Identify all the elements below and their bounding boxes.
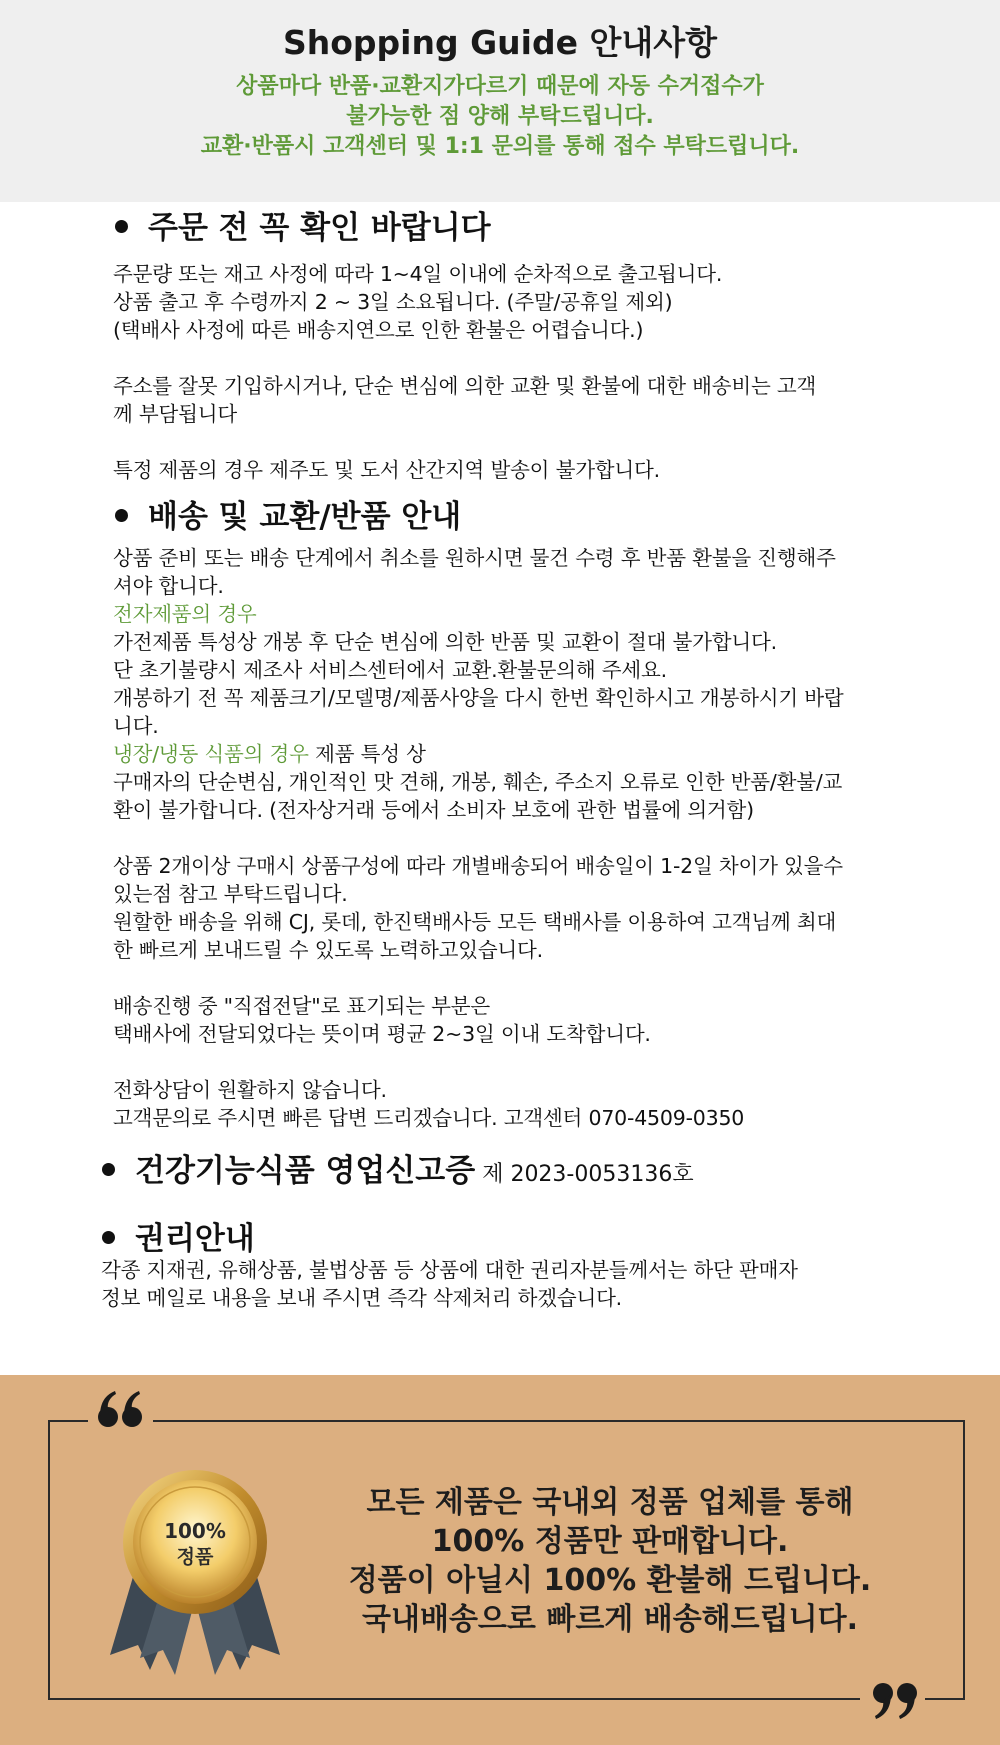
order-section-title: 주문 전 꼭 확인 바랍니다 [115, 207, 491, 249]
bullet-icon [115, 509, 128, 522]
close-quote-icon [868, 1675, 920, 1727]
frozen-food-suffix: 제품 특성 상 [308, 742, 426, 766]
frame-line [153, 1420, 963, 1422]
promo-line: 국내배송으로 빠르게 배송해드립니다. [362, 1602, 858, 1637]
text-line: 단 초기불량시 제조사 서비스센터에서 교환.환불문의해 주세요. [113, 658, 667, 682]
notice-line: 상품마다 반품·교환지가다르기 때문에 자동 수거접수가 [236, 74, 764, 99]
shopping-guide-header [0, 0, 1000, 202]
text-line: 주소를 잘못 기입하시거나, 단순 변심에 의한 교환 및 환불에 대한 배송비는 고객 [113, 374, 817, 398]
license-section-title: 건강기능식품 영업신고증 제 2023-0053136호 [102, 1150, 694, 1196]
text-line: 정보 메일로 내용을 보내 주시면 즉각 삭제처리 하겠습니다. [101, 1286, 623, 1310]
frame-line [48, 1420, 88, 1422]
text-line: 각종 지재권, 유해상품, 불법상품 등 상품에 대한 권리자분들께서는 하단 판매자 [101, 1258, 798, 1282]
text-line: 있는점 참고 부탁드립니다. [113, 882, 348, 906]
bullet-icon [102, 1231, 115, 1244]
frame-line [48, 1420, 50, 1698]
text-line: 환이 불가합니다. (전자상거래 등에서 소비자 보호에 관한 법률에 의거함) [113, 798, 754, 822]
bullet-icon [102, 1163, 115, 1176]
license-number: 제 2023-0053136호 [475, 1162, 694, 1187]
badge-percent-text: 100% [164, 1519, 226, 1543]
text-line: 한 빠르게 보내드릴 수 있도록 노력하고있습니다. [113, 938, 543, 962]
frame-line [963, 1420, 965, 1698]
promo-line: 모든 제품은 국내외 정품 업체를 통해 [366, 1485, 854, 1520]
text-line: 구매자의 단순변심, 개인적인 맛 견해, 개봉, 훼손, 주소지 오류로 인한 반품/환불/교 [113, 770, 843, 794]
badge-label-text: 정품 [176, 1546, 214, 1568]
text-line: 상품 출고 후 수령까지 2 ~ 3일 소요됩니다. (주말/공휴일 제외) [113, 290, 673, 314]
order-section-body [113, 260, 816, 484]
frame-line [48, 1698, 860, 1700]
customer-center-line: 고객문의로 주시면 빠른 답변 드리겠습니다. 고객센터 070-4509-0350 [113, 1106, 745, 1130]
promo-line: 100% 정품만 판매합니다. [431, 1524, 789, 1559]
frozen-food-heading [113, 740, 843, 768]
notice-line: 교환·반품시 고객센터 및 1:1 문의를 통해 접수 부탁드립니다. [200, 134, 800, 159]
text-line: 께 부담됩니다 [113, 402, 237, 426]
bullet-icon [115, 220, 128, 233]
text-line: 배송진행 중 "직접전달"로 표기되는 부분은 [113, 994, 490, 1018]
authentic-product-banner [0, 1375, 1000, 1745]
text-line: 셔야 합니다. [113, 574, 224, 598]
notice-line: 불가능한 점 양해 부탁드립니다. [346, 104, 654, 129]
text-line: 개봉하기 전 꼭 제품크기/모델명/제품사양을 다시 한번 확인하시고 개봉하시기 바랍 [113, 686, 844, 710]
text-line: 상품 2개이상 구매시 상품구성에 따라 개별배송되어 배송일이 1-2일 차이가 있을수 [113, 854, 843, 878]
frame-line [925, 1698, 965, 1700]
text-line: 니다. [113, 714, 159, 738]
text-line: 택배사에 전달되었다는 뜻이며 평균 2~3일 이내 도착합니다. [113, 1022, 651, 1046]
return-notice [0, 72, 1000, 162]
text-line: 원할한 배송을 위해 CJ, 롯데, 한진택배사등 모든 택배사를 이용하여 고객님께 최대 [113, 910, 837, 934]
frozen-food-label: 냉장/냉동 식품의 경우 [113, 742, 309, 766]
text-line: 특정 제품의 경우 제주도 및 도서 산간지역 발송이 불가합니다. [113, 458, 660, 482]
open-quote-icon [95, 1383, 147, 1435]
authentic-badge-icon [105, 1450, 285, 1680]
text-line: 상품 준비 또는 배송 단계에서 취소를 원하시면 물건 수령 후 반품 환불을 진행해주 [113, 546, 836, 570]
rights-section-body [101, 1256, 798, 1312]
text-line: 주문량 또는 재고 사정에 따라 1~4일 이내에 순차적으로 출고됩니다. [113, 262, 723, 286]
text-line: 가전제품 특성상 개봉 후 단순 변심에 의한 반품 및 교환이 절대 불가합니다. [113, 630, 777, 654]
text-line: 전화상담이 원활하지 않습니다. [113, 1078, 387, 1102]
promo-message [280, 1483, 940, 1639]
page-title: Shopping Guide 안내사항 [283, 23, 717, 62]
rights-section-title: 권리안내 [102, 1218, 255, 1260]
shipping-section-body [113, 544, 843, 1132]
promo-line: 정품이 아닐시 100% 환불해 드립니다. [348, 1563, 872, 1598]
text-line: (택배사 사정에 따른 배송지연으로 인한 환불은 어렵습니다.) [113, 318, 644, 342]
electronics-label: 전자제품의 경우 [113, 602, 257, 626]
shipping-section-title: 배송 및 교환/반품 안내 [115, 496, 461, 538]
